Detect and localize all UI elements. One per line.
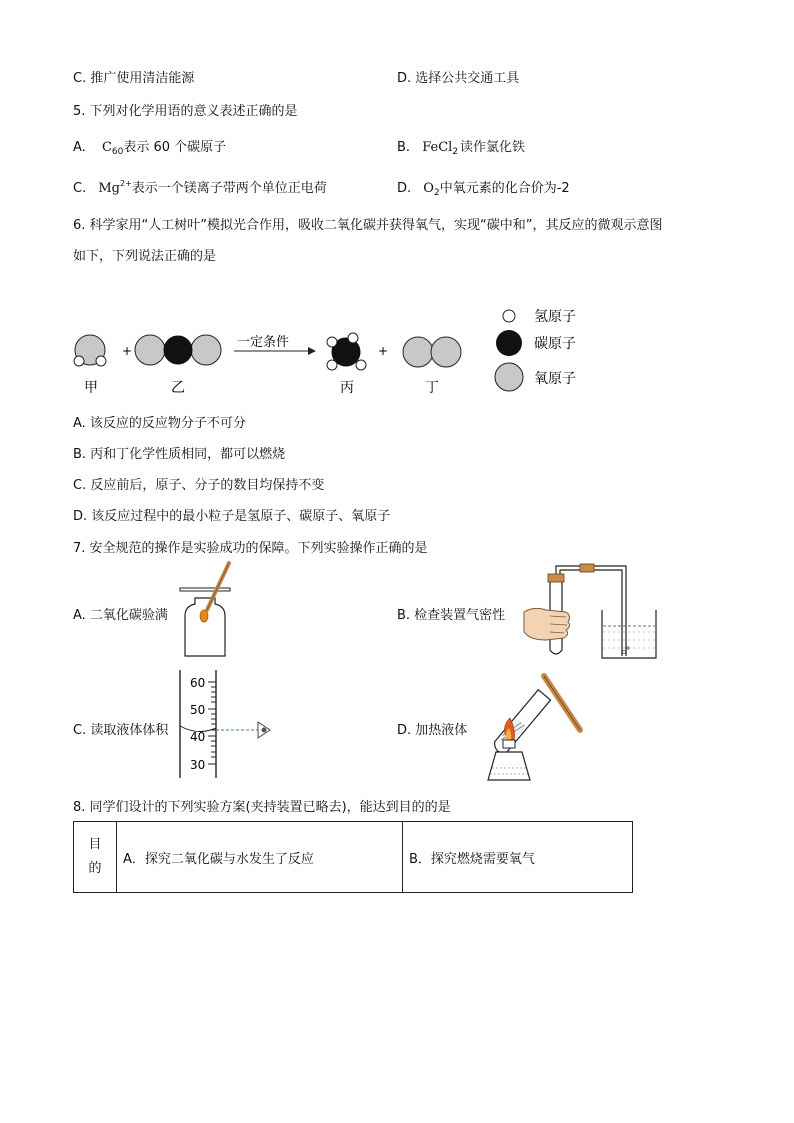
legend-oxygen-icon [495, 363, 523, 391]
legend-hydrogen-label: 氢原子 [534, 309, 576, 325]
header-char-1: 目 [88, 837, 102, 852]
molecule-yi [135, 335, 221, 365]
table-row [74, 822, 633, 893]
formula: Mg [98, 181, 120, 196]
q7-option-b: B. 检查装置气密性 [397, 608, 506, 623]
tick-50: 50 [190, 703, 206, 717]
q5-option-b [397, 136, 525, 157]
option-b-cell: B．探究燃烧需要氧气 [403, 822, 633, 893]
formula-subscript: 60 [111, 147, 124, 157]
q6-stem-line2: 如下，下列说法正确的是 [73, 249, 217, 264]
option-text: 表示一个镁离子带两个单位正电荷 [131, 181, 327, 196]
heating-liquid-illustration [470, 664, 585, 786]
q5-stem: 5. 下列对化学用语的意义表述正确的是 [73, 104, 298, 119]
formula-subscript: 2 [433, 188, 440, 198]
legend-hydrogen-icon [503, 310, 515, 322]
formula: O [423, 181, 434, 196]
reaction-diagram [0, 300, 794, 400]
co2-test-illustration [175, 558, 235, 658]
formula-superscript: 2+ [120, 179, 132, 188]
tick-40: 40 [190, 730, 206, 744]
label-bing: 丙 [340, 380, 354, 396]
airtightness-check-illustration [520, 560, 660, 664]
reaction-arrowhead [308, 347, 316, 355]
molecule-ding [403, 337, 461, 367]
formula: FeCl [422, 140, 453, 155]
option-letter: D. [397, 181, 412, 196]
legend-carbon-label: 碳原子 [534, 336, 576, 352]
q6-option-c: C. 反应前后，原子、分子的数目均保持不变 [73, 478, 325, 493]
legend-carbon-icon [496, 330, 522, 356]
label-yi: 乙 [171, 380, 185, 396]
tick-30: 30 [190, 758, 206, 772]
q8-stem: 8. 同学们设计的下列实验方案(夹持装置已略去)，能达到目的的是 [73, 800, 451, 815]
label-ding: 丁 [425, 380, 439, 396]
q5-option-a [73, 136, 226, 157]
q7-option-a: A. 二氧化碳验满 [73, 608, 168, 623]
q8-table [73, 821, 633, 893]
option-letter: B. [397, 140, 411, 155]
option-a-cell: A．探究二氧化碳与水发生了反应 [117, 822, 403, 893]
q6-option-b: B. 丙和丁化学性质相同，都可以燃烧 [73, 447, 286, 462]
q4-option-c: C. 推广使用清洁能源 [73, 71, 195, 86]
option-text: 中氧元素的化合价为-2 [439, 181, 570, 196]
q6-stem-line1: 6. 科学家用“人工树叶”模拟光合作用，吸收二氧化碳并获得氧气，实现“碳中和”，其反应的微观示意图 [73, 218, 663, 233]
formula-subscript: 2 [452, 147, 459, 157]
q6-option-d: D. 该反应过程中的最小粒子是氢原子、碳原子、氧原子 [73, 509, 391, 524]
molecule-bing [327, 333, 366, 370]
legend-oxygen-label: 氧原子 [534, 371, 576, 387]
q7-option-d: D. 加热液体 [397, 723, 468, 738]
plus-sign-2: + [378, 344, 389, 358]
header-char-2: 的 [88, 861, 102, 876]
option-text: 表示 60 个碳原子 [123, 140, 227, 155]
q7-stem: 7. 安全规范的操作是实验成功的保障。下列实验操作正确的是 [73, 541, 428, 556]
q4-option-d: D. 选择公共交通工具 [397, 71, 520, 86]
q5-option-c [73, 177, 327, 196]
label-jia: 甲 [84, 380, 98, 396]
header-cell [74, 822, 117, 893]
option-letter: C. [73, 181, 87, 196]
reaction-condition: 一定条件 [237, 335, 290, 350]
plus-sign-1: + [122, 344, 133, 358]
molecule-jia [74, 335, 106, 366]
option-text: 读作氯化铁 [460, 140, 526, 155]
q7-option-c: C. 读取液体体积 [73, 723, 169, 738]
q5-option-d [397, 177, 570, 198]
option-letter: A. [73, 140, 86, 155]
graduated-cylinder-illustration [172, 668, 282, 780]
tick-60: 60 [190, 676, 206, 690]
formula: C [101, 140, 112, 155]
q6-option-a: A. 该反应的反应物分子不可分 [73, 416, 246, 431]
